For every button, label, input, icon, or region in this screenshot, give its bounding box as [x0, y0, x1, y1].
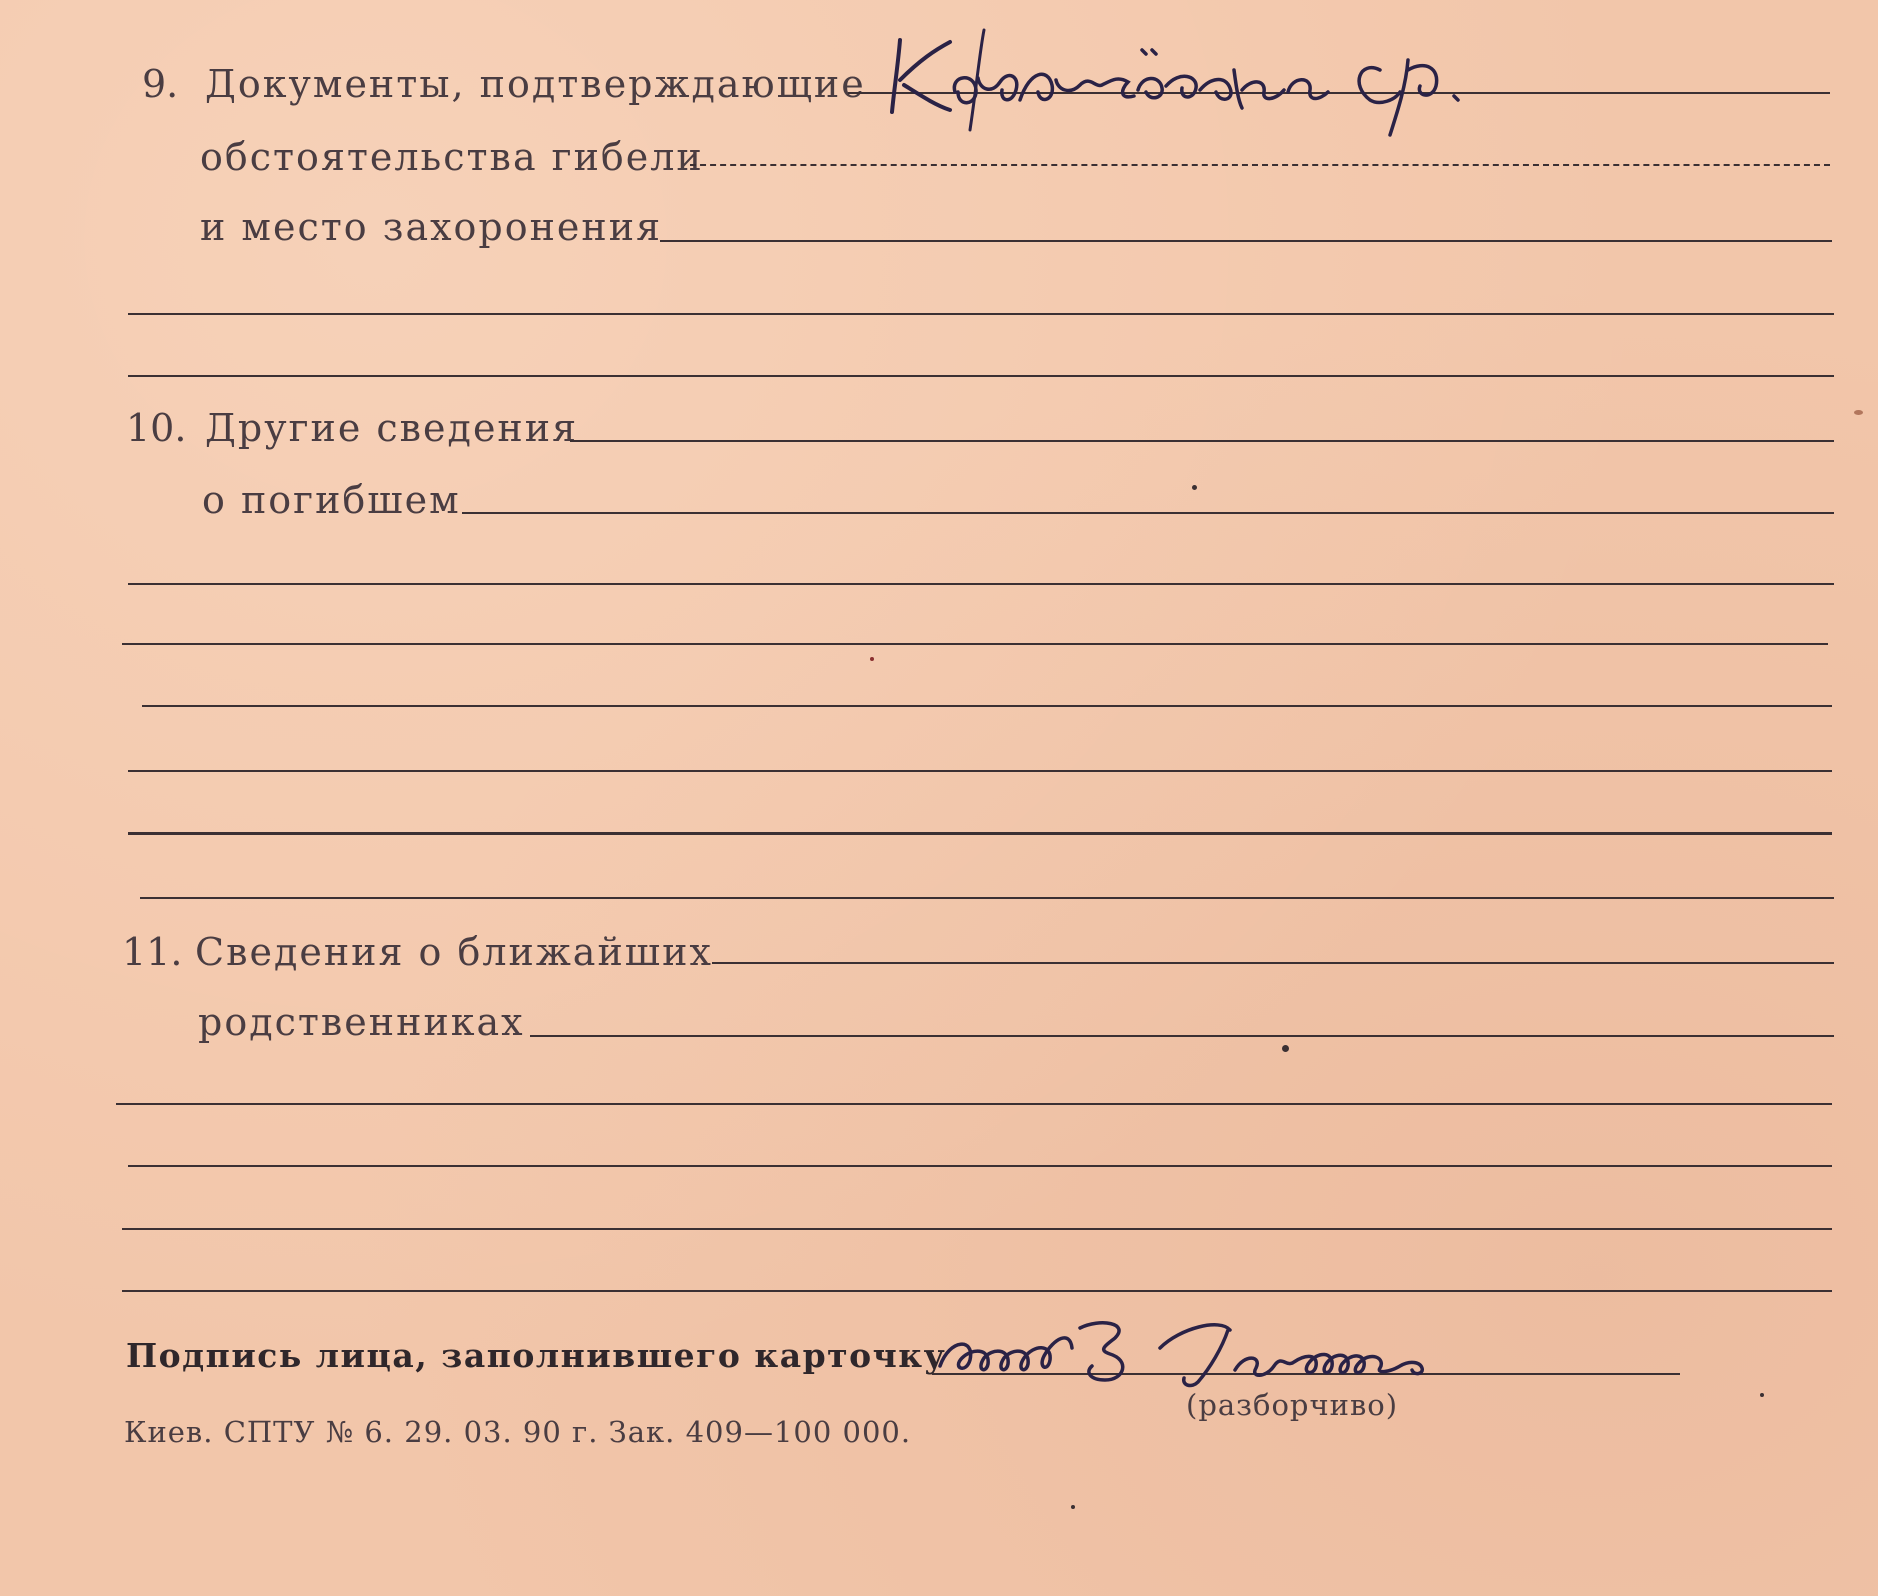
section-11-fill-line-5 [122, 1228, 1832, 1230]
section-9-label-line3: и место захоронения [200, 205, 663, 249]
signature-label: Подпись лица, заполнившего карточку [126, 1336, 947, 1375]
section-10-number: 10. [126, 406, 187, 450]
section-9-label-line1: Документы, подтверждающие [205, 62, 866, 106]
section-11-label-line1: Сведения о ближайших [195, 930, 713, 974]
section-9-label-line2: обстоятельства гибели [200, 135, 704, 179]
section-11-fill-line-2 [530, 1035, 1834, 1037]
section-9-number: 9. [142, 62, 179, 106]
section-11-fill-line-6 [122, 1290, 1832, 1292]
section-10-fill-line-3 [128, 583, 1834, 585]
section-10-fill-line-7 [128, 832, 1832, 835]
paper-speck [870, 657, 874, 661]
section-11-fill-line-4 [128, 1165, 1832, 1167]
section-9-fill-line-4 [128, 313, 1834, 315]
section-10-fill-line-1 [570, 440, 1834, 442]
paper-speck [1760, 1393, 1764, 1397]
section-11-fill-line-1 [712, 962, 1834, 964]
section-9-fill-line-5 [128, 375, 1834, 377]
handwriting-karoliivska [880, 30, 1580, 140]
paper-speck [1071, 1505, 1075, 1509]
paper-speck [1192, 485, 1197, 490]
section-11-number: 11. [122, 930, 183, 974]
handwritten-signature-levchenko [930, 1308, 1590, 1398]
section-9-handwritten-entry [880, 30, 1580, 144]
section-10-label-line2: о погибшем [202, 478, 461, 522]
printer-imprint: Киев. СПТУ № 6. 29. 03. 90 г. Зак. 409—100 000. [124, 1415, 912, 1449]
section-10-fill-line-5 [142, 705, 1832, 707]
section-10-label-line1: Другие сведения [205, 406, 579, 450]
section-10-fill-line-6 [128, 770, 1832, 772]
section-11-label-line2: родственниках [198, 1000, 525, 1044]
section-9-fill-line-3 [660, 240, 1832, 242]
section-9-fill-line-2 [690, 164, 1830, 166]
section-10-fill-line-8 [140, 897, 1834, 899]
paper-speck [1854, 410, 1863, 415]
section-11-fill-line-3 [116, 1103, 1832, 1105]
section-10-fill-line-4 [122, 643, 1828, 645]
section-10-fill-line-2 [462, 512, 1834, 514]
signature-legibility-note: (разборчиво) [1186, 1388, 1399, 1422]
paper-speck [1282, 1045, 1289, 1052]
